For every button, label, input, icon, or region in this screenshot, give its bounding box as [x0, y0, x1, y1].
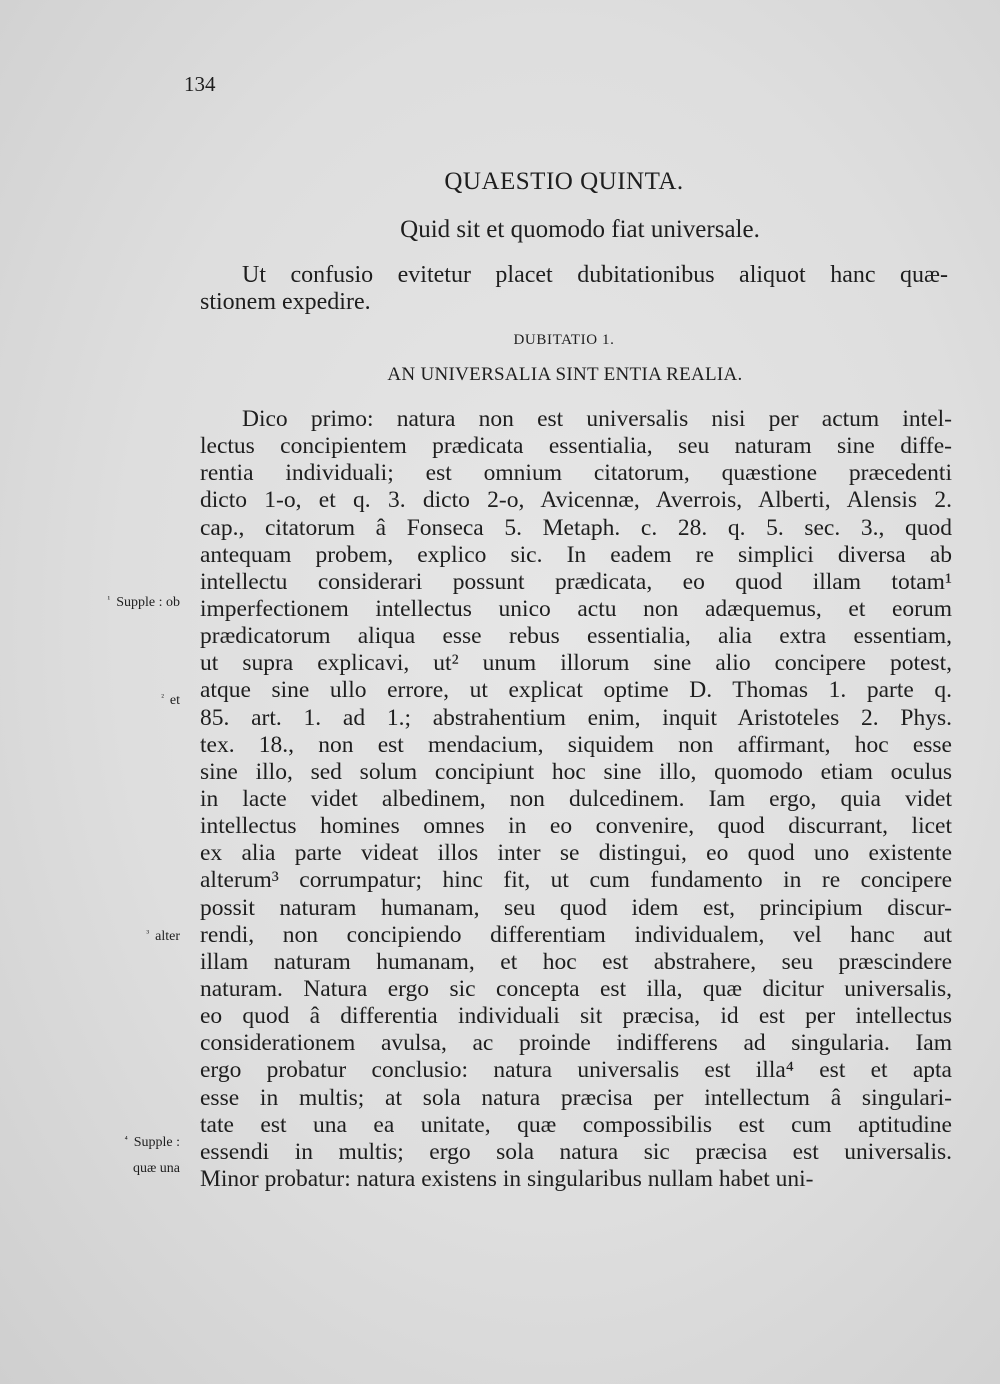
body-line: esse in multis; at sola natura præcisa per intellectum â singulari-: [200, 1084, 952, 1111]
body-line: tex. 18., non est mendacium, siquidem non affirmant, hoc esse: [200, 731, 952, 758]
body-line: illam naturam humanam, et hoc est abstrahere, seu præscindere: [200, 948, 952, 975]
body-line: dicto 1-o, et q. 3. dicto 2-o, Avicennæ, Averrois, Alberti, Alensis 2.: [200, 487, 952, 514]
body-line: essendi in multis; ergo sola natura sic præcisa est universalis.: [200, 1138, 952, 1165]
intro-line: Ut confusio evitetur placet dubitationibus aliquot hanc quæ-: [242, 262, 948, 288]
section-heading: AN UNIVERSALIA SINT ENTIA REALIA.: [387, 364, 743, 385]
body-line: ex alia parte videat illos inter se distingui, eo quod uno existente: [200, 840, 952, 867]
body-line: possit naturam humanam, seu quod idem est, principium discur-: [200, 894, 952, 921]
question-subtitle: Quid sit et quomodo fiat universale.: [400, 216, 760, 243]
body-paragraph: [200, 406, 952, 1193]
margin-note: [127, 1160, 180, 1177]
body-line: ergo probatur conclusio: natura universalis est illa⁴ est et apta: [200, 1057, 952, 1084]
margin-note: [146, 928, 180, 945]
margin-note-mark: ²: [161, 692, 164, 702]
margin-note-mark: ⁴: [124, 1134, 128, 1144]
margin-note-text: Supple : ob: [116, 595, 180, 610]
body-line: sine illo, sed solum concipiunt hoc sine illo, quomodo etiam oculus: [200, 758, 952, 785]
question-title: QUAESTIO QUINTA.: [444, 168, 684, 195]
body-line: in lacte videt albedinem, non dulcedinem. Iam ergo, quia videt: [200, 785, 952, 812]
body-line: rentia individuali; est omnium citatorum, quæstione præcedenti: [200, 460, 952, 487]
body-line: ut supra explicavi, ut² unum illorum sine alio concipere potest,: [200, 650, 952, 677]
margin-note-text: quæ una: [132, 1161, 180, 1176]
body-line: cap., citatorum â Fonseca 5. Metaph. c. 28. q. 5. sec. 3., quod: [200, 514, 952, 541]
intro-line: stionem expedire.: [200, 289, 371, 316]
body-line: 85. art. 1. ad 1.; abstrahentium enim, inquit Aristoteles 2. Phys.: [200, 704, 952, 731]
body-line: Dico primo: natura non est universalis nisi per actum intel-: [242, 406, 952, 432]
page-number: 134: [184, 72, 216, 96]
body-line: antequam probem, explico sic. In eadem re simplici diversa ab: [200, 541, 952, 568]
body-line: alterum³ corrumpatur; hinc fit, ut cum fundamento in re concipere: [200, 867, 952, 894]
intro-paragraph: [200, 262, 948, 316]
body-line: rendi, non concipiendo differentiam individualem, vel hanc aut: [200, 921, 952, 948]
margin-note-mark: ³: [146, 928, 150, 938]
margin-note-mark: ¹: [107, 594, 111, 604]
body-line: lectus concipientem prædicata essentialia, seu naturam sine diffe-: [200, 433, 952, 460]
body-line: tate est una ea unitate, quæ compossibilis est cum aptitudine: [200, 1111, 952, 1138]
body-line: considerationem avulsa, ac proinde indifferens ad singularia. Iam: [200, 1030, 952, 1057]
body-line: naturam. Natura ergo sic concepta est illa, quæ dicitur universalis,: [200, 975, 952, 1002]
margin-note: [108, 594, 180, 611]
margin-note-text: alter: [155, 929, 180, 944]
body-line: eo quod â differentia individuali sit præcisa, id est per intellectus: [200, 1003, 952, 1030]
body-line: imperfectionem intellectus unico actu non adæquemus, et eorum: [200, 595, 952, 622]
margin-note: [161, 692, 180, 709]
body-line: Minor probatur: natura existens in singularibus nullam habet uni-: [200, 1165, 814, 1192]
margin-note-text: Supple :: [133, 1135, 180, 1150]
body-line: prædicatorum aliqua esse rebus essentialia, alia extra essentiam,: [200, 623, 952, 650]
margin-note-text: et: [169, 693, 180, 708]
body-line: atque sine ullo errore, ut explicat optime D. Thomas 1. parte q.: [200, 677, 952, 704]
dubitatio-label: DUBITATIO 1.: [513, 332, 615, 348]
body-line: intellectus homines omnes in eo convenire, quod discurrant, licet: [200, 813, 952, 840]
body-line: intellectu considerari possunt prædicata, eo quod illam totam¹: [200, 568, 952, 595]
margin-note: [125, 1134, 180, 1151]
